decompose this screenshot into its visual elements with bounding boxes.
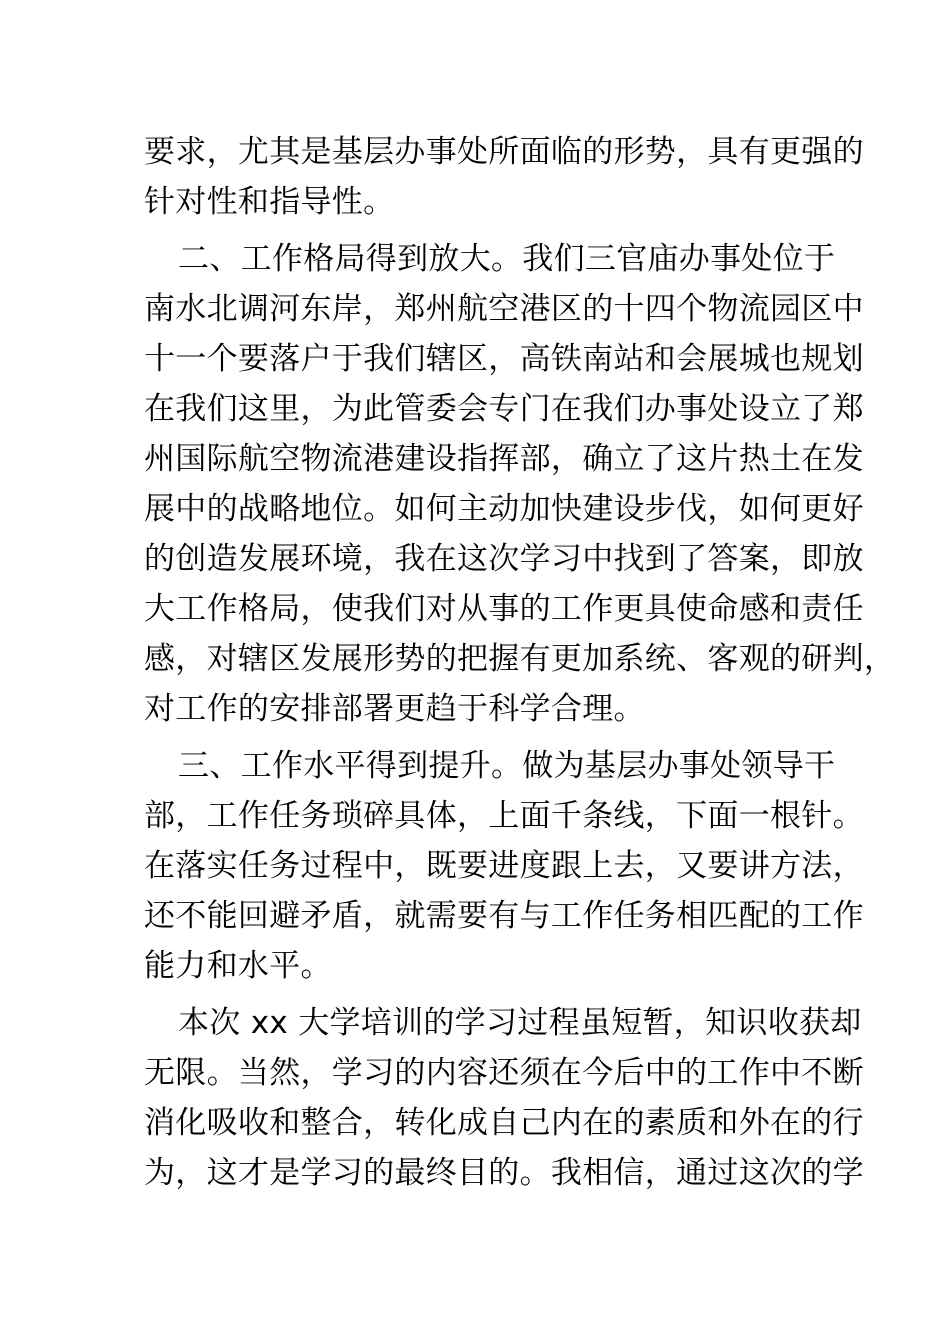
- text-line: 消化吸收和整合，转化成自己内在的素质和外在的行: [144, 1105, 864, 1141]
- text-line: 要求，尤其是基层办事处所面临的形势，具有更强的: [144, 134, 864, 170]
- text-line: 在我们这里，为此管委会专门在我们办事处设立了郑: [144, 391, 864, 427]
- text-line: 十一个要落户于我们辖区，高铁南站和会展城也规划: [144, 341, 864, 377]
- paragraph-4: [144, 998, 864, 1198]
- text-line: 能力和水平。: [144, 948, 332, 984]
- text-line: 部，工作任务琐碎具体，上面千条线，下面一根针。: [144, 798, 864, 834]
- text-line: 大工作格局，使我们对从事的工作更具使命感和责任: [144, 591, 864, 627]
- text-line: 感，对辖区发展形势的把握有更加系统、客观的研判，: [144, 641, 896, 677]
- text-line: 的创造发展环境，我在这次学习中找到了答案，即放: [144, 541, 864, 577]
- text-line: 为，这才是学习的最终目的。我相信，通过这次的学: [144, 1155, 864, 1191]
- text-line: 展中的战略地位。如何主动加快建设步伐，如何更好: [144, 491, 864, 527]
- text-line: 三、工作水平得到提升。做为基层办事处领导干: [178, 748, 836, 784]
- text-line: 对工作的安排部署更趋于科学合理。: [144, 691, 645, 727]
- text-line: 州国际航空物流港建设指挥部，确立了这片热土在发: [144, 441, 864, 477]
- text-line: 二、工作格局得到放大。我们三官庙办事处位于: [178, 241, 836, 277]
- paragraph-2: [144, 234, 896, 734]
- text-line: 针对性和指导性。: [144, 184, 395, 220]
- paragraph-1: [144, 127, 864, 227]
- document-body: [144, 127, 896, 1198]
- text-line: 无限。当然，学习的内容还须在今后中的工作中不断: [144, 1055, 864, 1091]
- text-line: 本次 xx 大学培训的学习过程虽短暂，知识收获却: [178, 1005, 862, 1041]
- paragraph-3: [144, 741, 864, 991]
- text-line: 还不能回避矛盾，就需要有与工作任务相匹配的工作: [144, 898, 864, 934]
- text-line: 南水北调河东岸，郑州航空港区的十四个物流园区中: [144, 291, 864, 327]
- text-line: 在落实任务过程中，既要进度跟上去，又要讲方法，: [144, 848, 864, 884]
